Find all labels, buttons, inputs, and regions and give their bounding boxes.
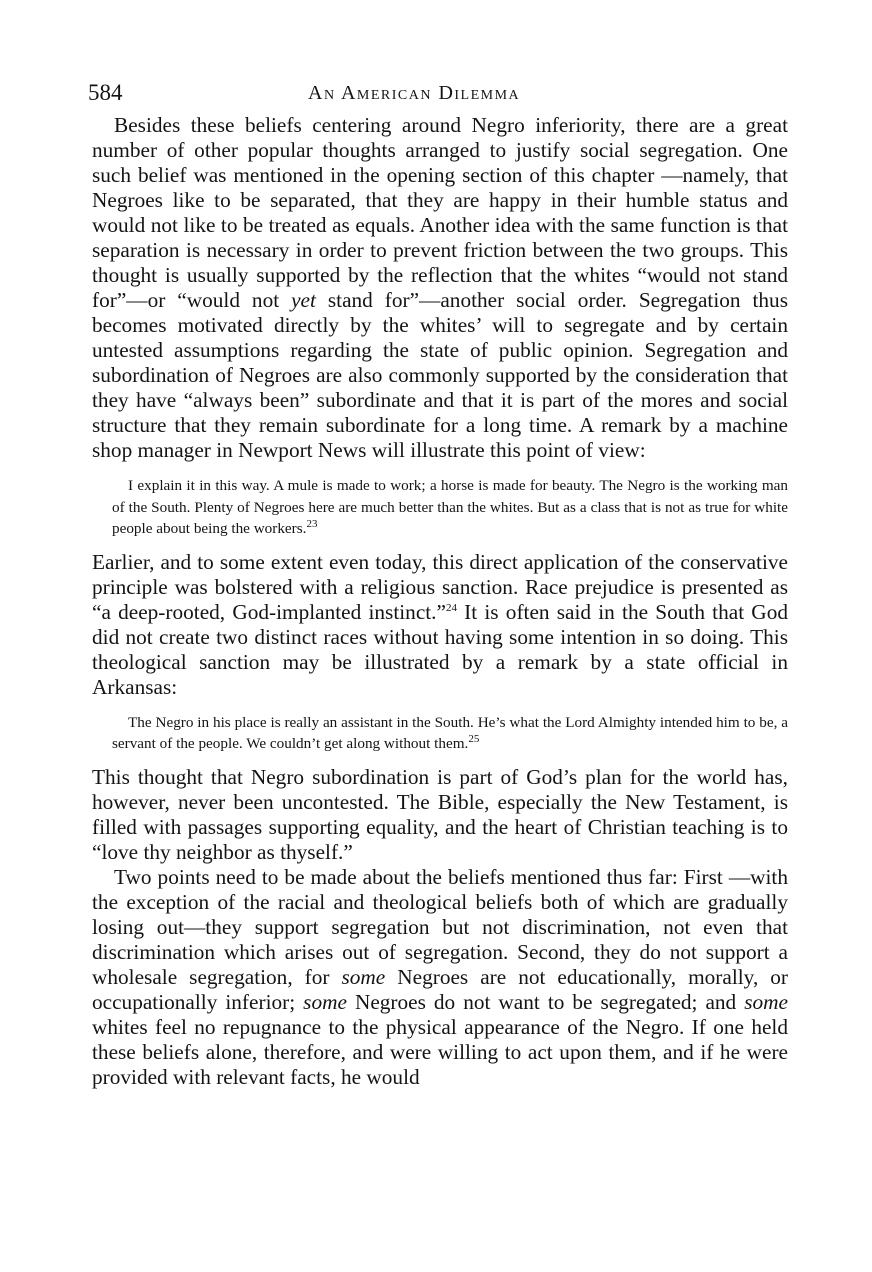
footnote-marker[interactable]: 23 [306,517,318,530]
quote-text: The Negro in his place is really an assistant in the South. He’s what the Lord Almighty intended him to be, a servant of the people. We couldn’t get along without them. [112,713,788,752]
footnote-marker[interactable]: 25 [468,732,480,745]
footnote-marker[interactable]: 24 [445,601,457,614]
page-header [88,80,788,110]
emphasis: some [341,964,386,989]
block-quote [112,712,788,755]
paragraph [92,113,788,463]
emphasis: some [744,989,788,1014]
paragraph-text: Negroes do not want to be segregated; and [346,989,745,1014]
quote-text: I explain it in this way. A mule is made to work; a horse is made for beauty. The Negro is the working man of the South. Plenty of Negroes here are much better than the whites. But as a class that is not as true for white people about being the workers. [112,477,788,537]
paragraph-text: It is often said in the South that God did not create two distinct races without having some intention in so doing. This theological sanction may be illustrated by a remark by a state official in Arkansas: [92,599,788,699]
emphasis: yet [291,288,316,312]
paragraph: This thought that Negro subordination is part of God’s plan for the world has, however, never been uncontested. The Bible, especially the New Testament, is filled with passages supporting equality, and the heart of Christian teaching is to “love thy neighbor as thyself.” [92,764,788,864]
paragraph-text: Earlier, and to some extent even today, this direct application of the conservative principle was bolstered with a religious sanction. Race prejudice is presented as “a deep-rooted, God-implanted instinct.” [92,549,788,624]
paragraph-text: whites feel no repugnance to the physical appearance of the Negro. If one held these beliefs alone, therefore, and were willing to act upon them, and if he were provided with relevant facts, he would [92,1014,788,1089]
body-text [92,113,788,1090]
paragraph [92,865,788,1090]
paragraph [92,550,788,700]
emphasis: some [303,989,347,1014]
paragraph-text: stand for”—another social order. Segregation thus becomes motivated directly by the whites’ will to segregate and by certain untested assumptions regarding the state of public opinion. Segregation and subordination of Negroes are also commonly supported by the consideration that they have “always been” subordinate and that it is part of the mores and social structure that they remain subordinate for a long time. A remark by a machine shop manager in Newport News will illustrate this point of view: [92,288,788,462]
running-title: An American Dilemma [308,82,521,104]
paragraph-text: Negroes are not educationally, morally, or occupationally inferior; [92,964,789,1014]
page-number: 584 [88,80,123,105]
paragraph-text: Two points need to be made about the beliefs mentioned thus far: First —with the exception of the racial and theological beliefs both of which are gradually losing out—they support segregation but not discrimination, not even that discrimination which arises out of segregation. Second, they do not support a wholesale segregation, for [92,864,788,989]
block-quote [112,475,788,540]
paragraph-text: Besides these beliefs centering around Negro inferiority, there are a great number of other popular thoughts arranged to justify social segregation. One such belief was mentioned in the opening section of this chapter —namely, that Negroes like to be separated, that they are happy in their humble status and would not like to be treated as equals. Another idea with the same function is that separation is necessary in order to prevent friction between the two groups. This thought is usually supported by the reflection that the whites “would not stand for”—or “would not [92,113,788,312]
